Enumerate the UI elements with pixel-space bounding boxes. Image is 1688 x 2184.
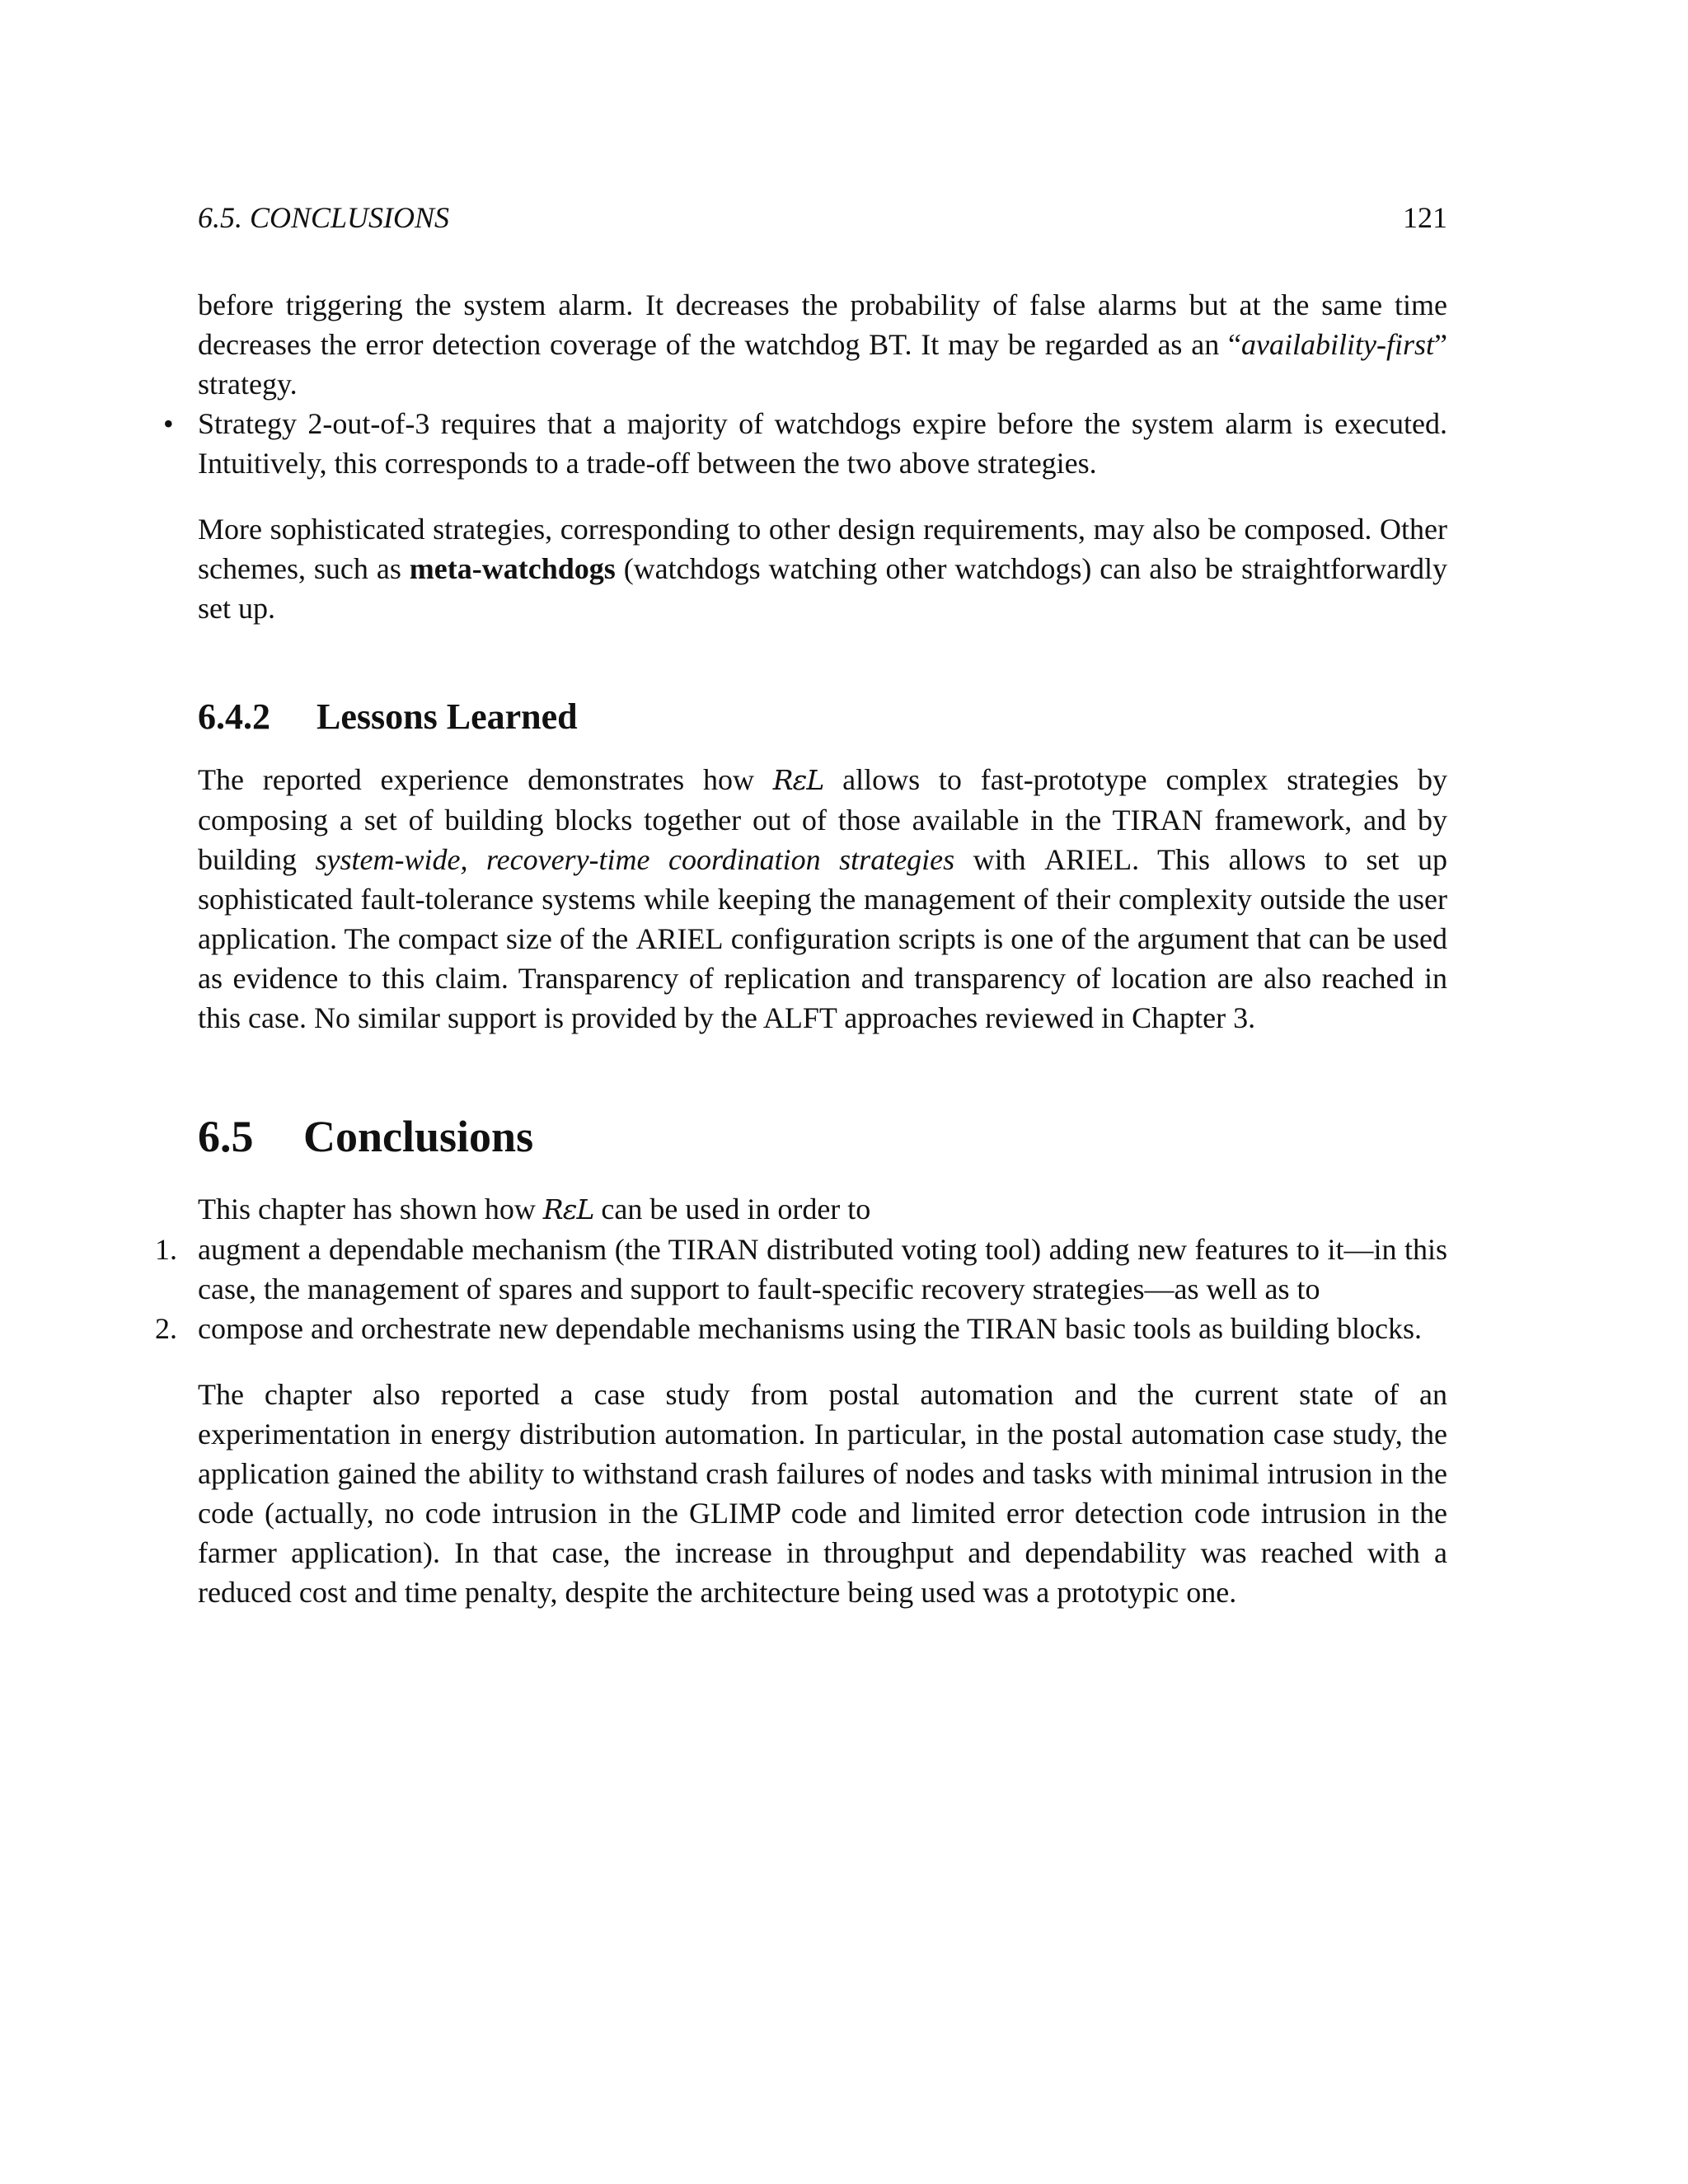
text-run: This chapter has shown how (198, 1193, 543, 1226)
paragraph-lessons-learned (198, 760, 1447, 1038)
text-run: with (954, 843, 1045, 876)
text-run: configuration scripts is one of the argument that can be used as evidence to this claim. Transparency of replication and transparency of location are also reached in this case. No similar support is provided by the ALFT approaches reviewed in Chapter 3. (198, 922, 1448, 1034)
text-run: The reported experience demonstrates how (198, 763, 773, 796)
enum-item-2 (155, 1309, 1447, 1348)
bullet-item-2-out-of-3 (163, 404, 1447, 483)
enum-text: compose and orchestrate new dependable mechanisms using the TIRAN basic tools as building blocks. (198, 1312, 1422, 1345)
text-run: . This allows to set up sophisticated fault-tolerance systems while keeping the management of their complexity outside the user application. The compact size of the (198, 843, 1447, 955)
subsection-number: 6.4.2 (198, 696, 270, 737)
text-run: can be used in order to (593, 1193, 871, 1226)
ariel-smallcaps: ARIEL (1044, 843, 1132, 876)
running-header (198, 198, 1447, 237)
section-number: 6.5 (198, 1112, 254, 1161)
bullet-text: Strategy 2-out-of-3 requires that a majority of watchdogs expire before the system alarm is executed. Intuitively, this corresponds to a trade-off between the two above strategies. (198, 407, 1447, 480)
enum-item-1 (155, 1230, 1447, 1309)
text-run: allows to fast-prototype complex strategies by composing a set of building blocks together out of those available in the TIRAN framework, and by building (198, 763, 1447, 876)
section-heading (198, 1110, 1447, 1163)
running-header-section: 6.5. CONCLUSIONS (198, 201, 450, 234)
text-run: (watchdogs watching other watchdogs) can also be straightforwardly set up. (198, 552, 1447, 625)
list-continuation-paragraph (198, 285, 1447, 404)
emphasis-availability-first: availability-first (1241, 328, 1435, 361)
paragraph-case-study: The chapter also reported a case study from postal automation and the current state of an experimentation in energy distribution automation. In particular, in the postal automation case study, the application gained the ability to withstand crash failures of nodes and tasks with minimal intrusion in the code (actually, no code intrusion in the GLIMP code and limited error detection code intrusion in the farmer application). In that case, the increase in throughput and dependability was reached with a reduced cost and time penalty, despite the architecture being used was a prototypic one. (198, 1378, 1447, 1609)
text-run: before triggering the system alarm. It decreases the probability of false alarms but at the same time decreases the error detection coverage of the watchdog BT. It may be regarded as an “ (198, 288, 1447, 361)
subsection-heading (198, 694, 1447, 740)
text-run: ” strategy. (198, 328, 1447, 401)
subsection-title: Lessons Learned (316, 696, 578, 737)
page-body (155, 285, 1448, 1612)
bold-meta-watchdogs: meta-watchdogs (409, 552, 616, 585)
ariel-smallcaps: ARIEL (635, 922, 724, 955)
paragraph-more-strategies (198, 509, 1447, 628)
text-run: More sophisticated strategies, corresponding to other design requirements, may also be composed. Other schemes, such as (198, 513, 1447, 585)
page-number: 121 (1403, 201, 1447, 234)
emphasis-coordination-strategies: system-wide, recovery-time coordination strategies (315, 843, 955, 876)
bullet-marker: • (163, 407, 174, 440)
enum-text: augment a dependable mechanism (the TIRAN distributed voting tool) adding new features to it—in this case, the management of spares and support to fault-specific recovery strategies—as well as to (198, 1233, 1447, 1305)
section-title: Conclusions (303, 1112, 534, 1161)
enum-marker: 2. (155, 1312, 177, 1345)
rl-symbol: RεL (772, 764, 824, 796)
enum-marker: 1. (155, 1233, 177, 1266)
paragraph-conclusions-intro (198, 1189, 1447, 1230)
rl-symbol: RεL (542, 1193, 594, 1226)
